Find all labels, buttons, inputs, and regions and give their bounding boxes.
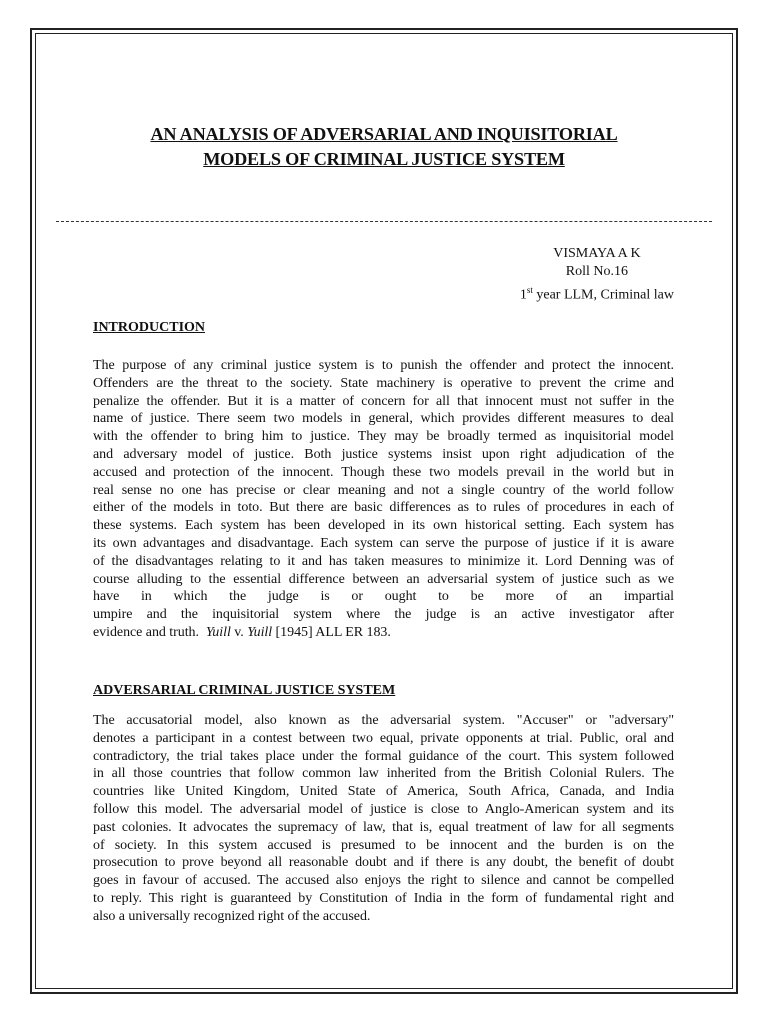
case-citation: [1945] ALL ER 183. [272, 624, 391, 640]
introduction-paragraph [93, 357, 674, 642]
para-line: its own advantages and disadvantage. Each system can serve the purpose of justice if it is aware [93, 535, 674, 551]
para-line: penalize the offender. But it is a matter of concern for all that innocent must not suffer in the [93, 393, 674, 409]
adversarial-paragraph [93, 712, 674, 926]
para-line: denotes a participant in a contest between two equal, private opponents at trial. Public, oral and [93, 730, 674, 746]
author-name: VISMAYA A K [553, 246, 641, 261]
author-course: 1st year LLM, Criminal law [519, 285, 674, 303]
para-line: follow this model. The adversarial model of justice is close to Anglo-American system and its [93, 801, 674, 817]
para-line: real sense no one has precise or clear meaning and not a single country of the world follow [93, 482, 674, 498]
author-roll: Roll No.16 [565, 264, 629, 279]
para-line: countries like United Kingdom, United State of America, South Africa, Canada, and India [93, 784, 674, 800]
para-line: with the offender to bring him to justice. They may be broadly termed as inquisitorial model [93, 429, 674, 445]
section-heading-introduction: INTRODUCTION [93, 320, 206, 335]
section-heading-adversarial: ADVERSARIAL CRIMINAL JUSTICE SYSTEM [93, 683, 396, 698]
para-line: to reply. This right is guaranteed by Constitution of India in the form of fundamental right and [93, 890, 674, 906]
para-line: past colonies. It advocates the supremacy of law, that is, equal treatment of law for all segments [93, 819, 674, 835]
para-line: accused and protection of the innocent. Though these two models prevail in the world but in [93, 464, 674, 480]
title-line-2: MODELS OF CRIMINAL JUSTICE SYSTEM [203, 149, 565, 169]
para-line: prosecution to prove beyond all reasonable doubt and if there is any doubt, the benefit of doubt [93, 855, 674, 871]
document-title [60, 122, 708, 172]
para-line: goes in favour of accused. The accused also enjoys the right to silence and cannot be compelled [93, 873, 674, 889]
para-line: name of justice. There seem two models in general, which provides different measures to deal [93, 411, 674, 427]
para-line: have in which the judge is or ought to be more of an impartial [93, 589, 674, 605]
para-line: these systems. Each system has been developed in its own historical setting. Each system has [93, 518, 674, 534]
para-line: umpire and the inquisitorial system where the judge is an active investigator after [93, 607, 674, 623]
para-line: The accusatorial model, also known as the adversarial system. "Accuser" or "adversary" [93, 713, 674, 728]
para-line: in all those countries that follow common law inherited from the British Colonial Rulers. The [93, 766, 674, 782]
para-line-last: also a universally recognized right of the accused. [93, 908, 371, 924]
para-line: of society. In this system accused is presumed to be innocent and the burden is on the [93, 837, 674, 853]
para-line: course alluding to the essential difference between an adversarial system of justice such as we [93, 571, 674, 587]
para-line: of the disadvantages relating to it and has taken measures to minimize it. Lord Denning was of [93, 553, 674, 569]
para-line: contradictory, the trial takes place under the formal guidance of the court. This system followed [93, 748, 674, 764]
case-party-1: Yuill [205, 624, 231, 640]
case-party-2: Yuill [247, 624, 273, 640]
title-line-1: AN ANALYSIS OF ADVERSARIAL AND INQUISITORIAL [150, 124, 618, 144]
para-line: Offenders are the threat to the society. State machinery is operative to prevent the crime and [93, 375, 674, 391]
para-line-last: evidence and truth. Yuill v. Yuill [1945] ALL ER 183. [93, 624, 391, 640]
para-line: and adversary model of justice. Both justice systems insist upon right adjudication of the [93, 446, 674, 462]
para-line: The purpose of any criminal justice system is to punish the offender and protect the innocent. [93, 358, 674, 373]
author-block [520, 245, 674, 305]
dashed-separator [56, 221, 712, 222]
para-line: either of the models in toto. But there are basic differences as to rules of procedures in each of [93, 500, 674, 516]
